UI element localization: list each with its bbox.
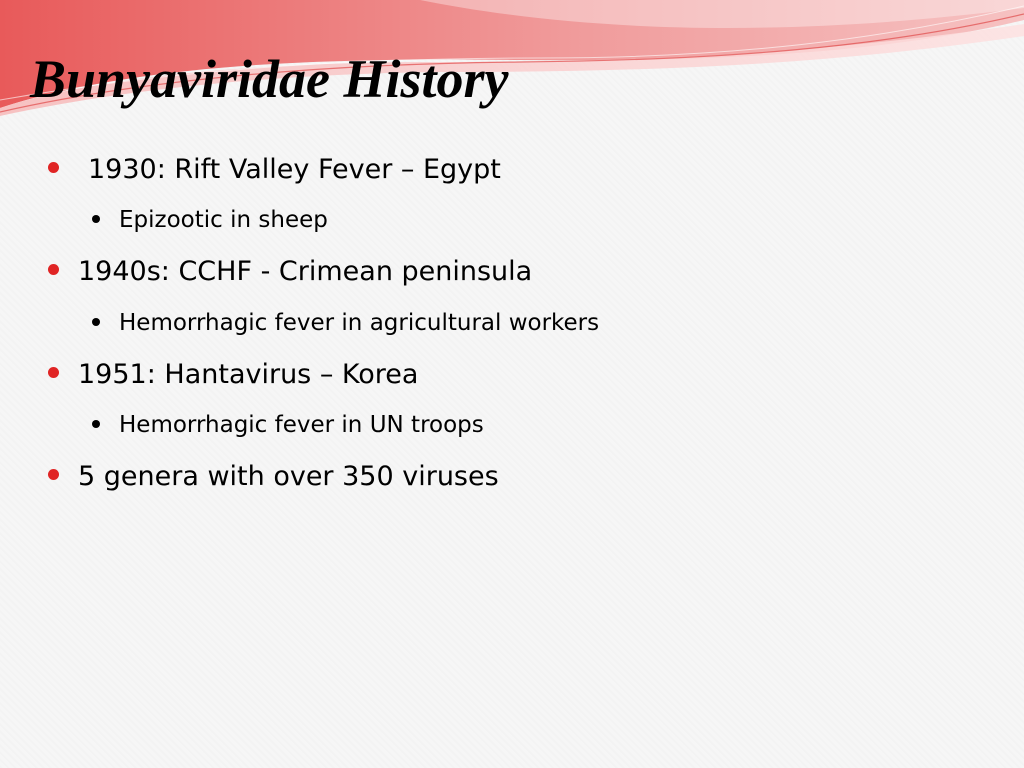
sub-bullet-text: Epizootic in sheep (119, 207, 328, 233)
bullet-dot-icon (48, 264, 59, 275)
bullet-text: 1951: Hantavirus – Korea (78, 359, 419, 390)
bullet-item-1930 (48, 154, 501, 185)
sub-bullet-dot-icon (92, 420, 100, 428)
bullet-item-1940s (48, 256, 532, 287)
sub-bullet-item (92, 207, 328, 233)
bullet-text: 1940s: CCHF - Crimean peninsula (78, 256, 533, 287)
sub-bullet-dot-icon (92, 215, 100, 223)
bullet-text: 1930: Rift Valley Fever – Egypt (88, 154, 501, 185)
bullet-dot-icon (48, 162, 59, 173)
bullet-dot-icon (48, 469, 59, 480)
sub-bullet-text: Hemorrhagic fever in agricultural workers (119, 310, 600, 336)
bullet-item-1951 (48, 359, 418, 390)
bullet-item-genera (48, 461, 499, 492)
sub-bullet-item (92, 310, 599, 336)
bullet-dot-icon (48, 367, 59, 378)
sub-bullet-dot-icon (92, 318, 100, 326)
sub-bullet-text: Hemorrhagic fever in UN troops (119, 412, 484, 438)
sub-bullet-item (92, 412, 484, 438)
slide-title: Bunyaviridae History (30, 49, 509, 109)
bullet-text: 5 genera with over 350 viruses (78, 461, 499, 492)
